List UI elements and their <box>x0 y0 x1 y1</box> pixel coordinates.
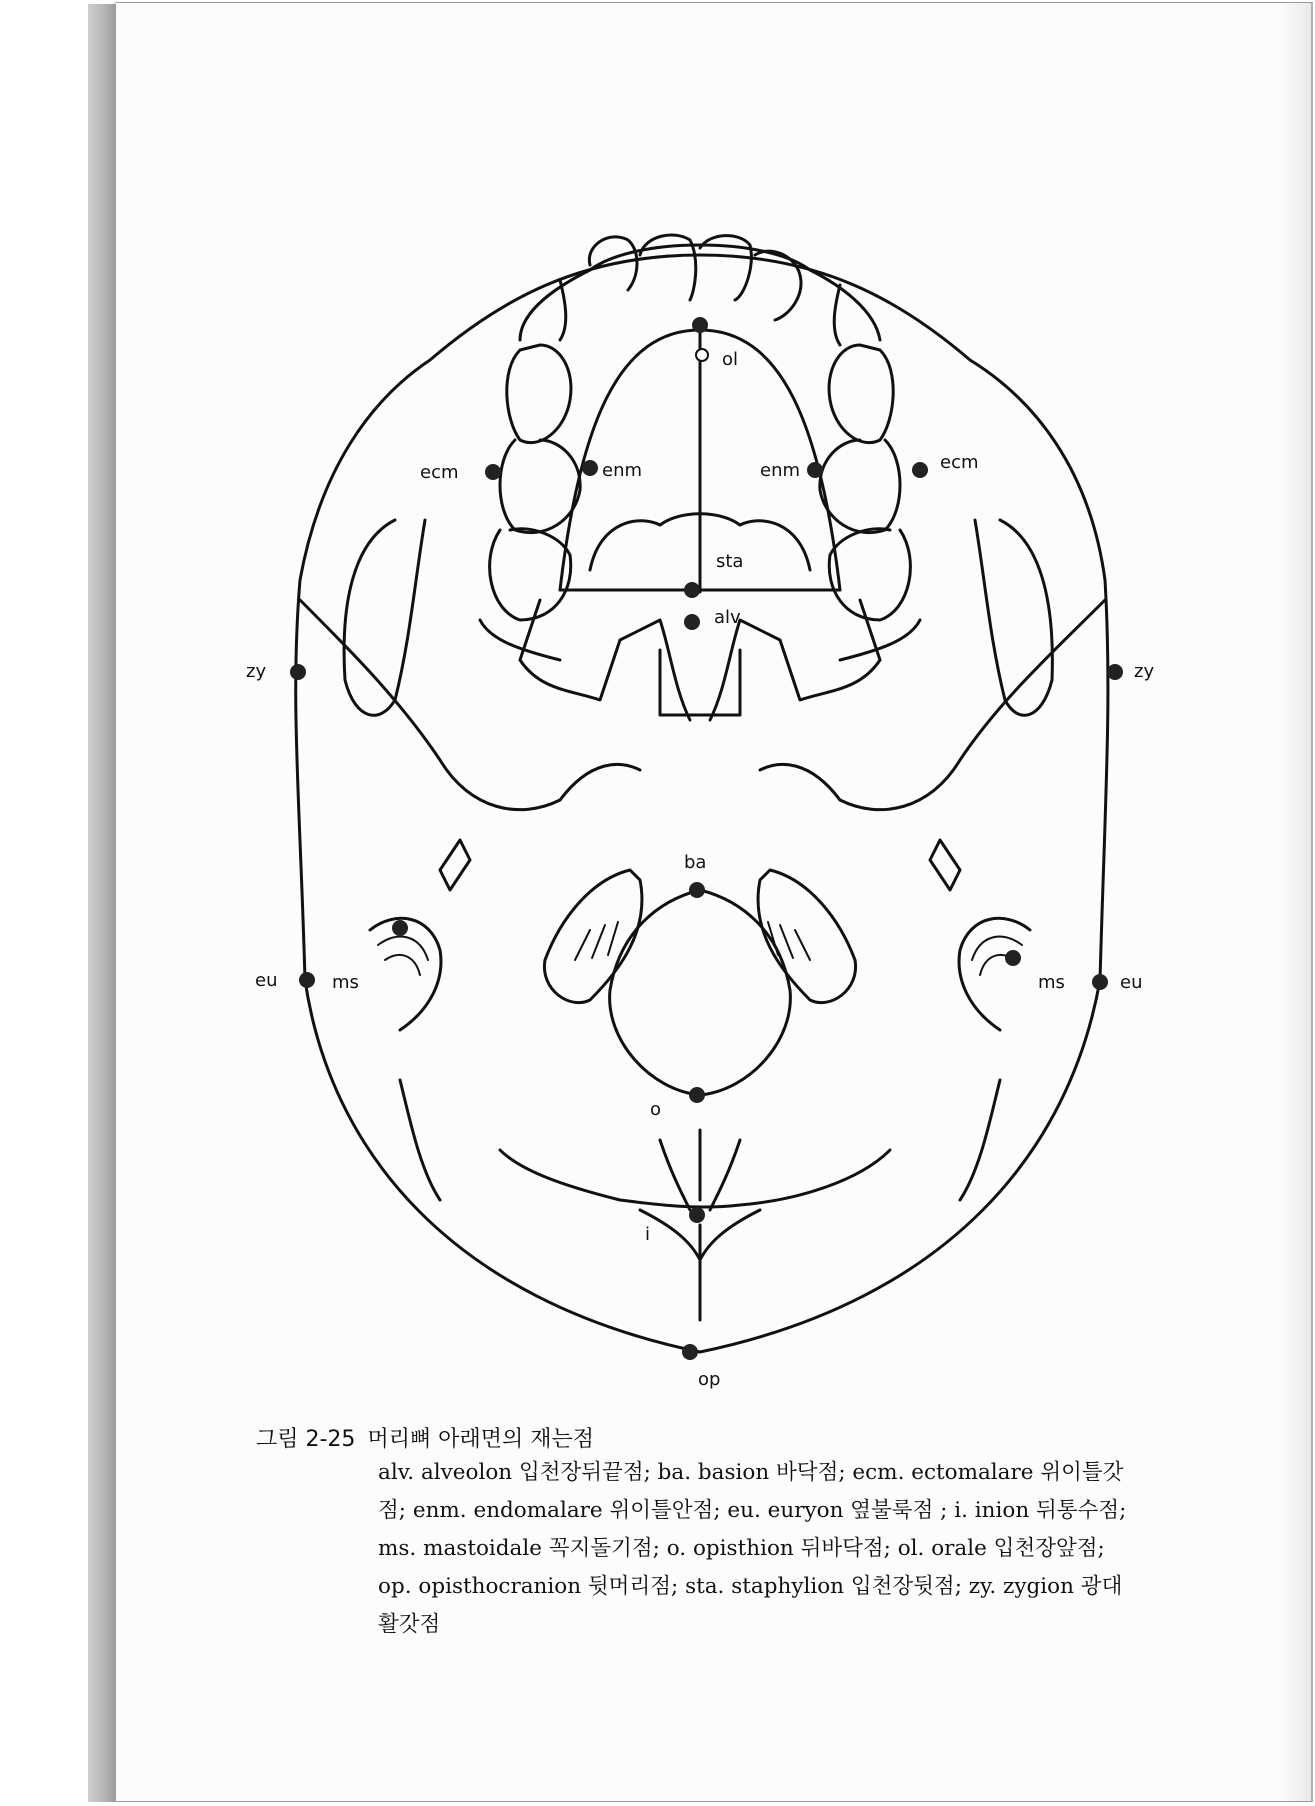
foramen-magnum <box>610 890 791 1095</box>
mastoid-right <box>959 918 1030 1030</box>
mastoid-left <box>370 918 441 1030</box>
label-ol: ol <box>722 349 739 370</box>
label-op: op <box>698 1369 721 1390</box>
label-sta: sta <box>716 551 744 572</box>
suture-left <box>300 600 560 810</box>
figure-caption-title <box>256 1422 1156 1453</box>
choanae-region <box>520 600 880 720</box>
zygomatic-arch-right <box>975 520 1052 715</box>
suture-right <box>840 600 1105 810</box>
label-eu-left: eu <box>255 970 278 991</box>
label-zy-right: zy <box>1134 661 1155 682</box>
label-alv: alv <box>714 607 741 628</box>
caption-line: alv. alveolon 입천장뒤끝점; ba. basion 바닥점; ecm. ectomalare 위이틀갓 <box>378 1460 1124 1485</box>
label-enm-right: enm <box>760 460 801 481</box>
caption-figure-number: 그림 2-25 <box>256 1427 356 1452</box>
label-o: o <box>650 1099 662 1120</box>
nuchal-crest <box>660 1130 740 1210</box>
caption-line: 활갓점 <box>378 1612 441 1637</box>
styloid-right <box>930 840 960 890</box>
skull-outline <box>296 255 1108 1352</box>
label-enm-left: enm <box>602 460 643 481</box>
landmark-points <box>290 317 1123 1360</box>
label-zy-left: zy <box>246 661 267 682</box>
caption-title-text: 머리뼈 아래면의 재는점 <box>367 1427 594 1452</box>
label-ecm-right: ecm <box>940 452 979 473</box>
label-eu-right: eu <box>1120 972 1143 993</box>
ol-open-point <box>696 349 708 361</box>
zygomatic-arch-left <box>344 520 425 715</box>
caption-line: op. opisthocranion 뒷머리점; sta. staphylion 입천장뒷점; zy. zygion 광대 <box>378 1574 1123 1599</box>
label-i: i <box>645 1224 651 1245</box>
condyle-hatch-left <box>575 922 618 960</box>
occipital-condyle-left <box>544 870 642 1003</box>
label-ecm-left: ecm <box>420 462 459 483</box>
suture-center <box>560 764 840 800</box>
label-ms-right: ms <box>1038 972 1065 993</box>
caption-line: 점; enm. endomalare 위이틀안점; eu. euryon 옆불룩점 ; i. inion 뒤통수점; <box>378 1498 1127 1523</box>
occipital-suture <box>500 1150 890 1207</box>
label-ms-left: ms <box>332 972 359 993</box>
figure-caption-body <box>378 1454 1153 1644</box>
caption-line: ms. mastoidale 꼭지돌기점; o. opisthion 뒤바닥점; ol. orale 입천장앞점; <box>378 1536 1105 1561</box>
label-ba: ba <box>684 852 707 873</box>
styloid-left <box>440 840 470 890</box>
mastoid-lines-left <box>378 937 428 975</box>
